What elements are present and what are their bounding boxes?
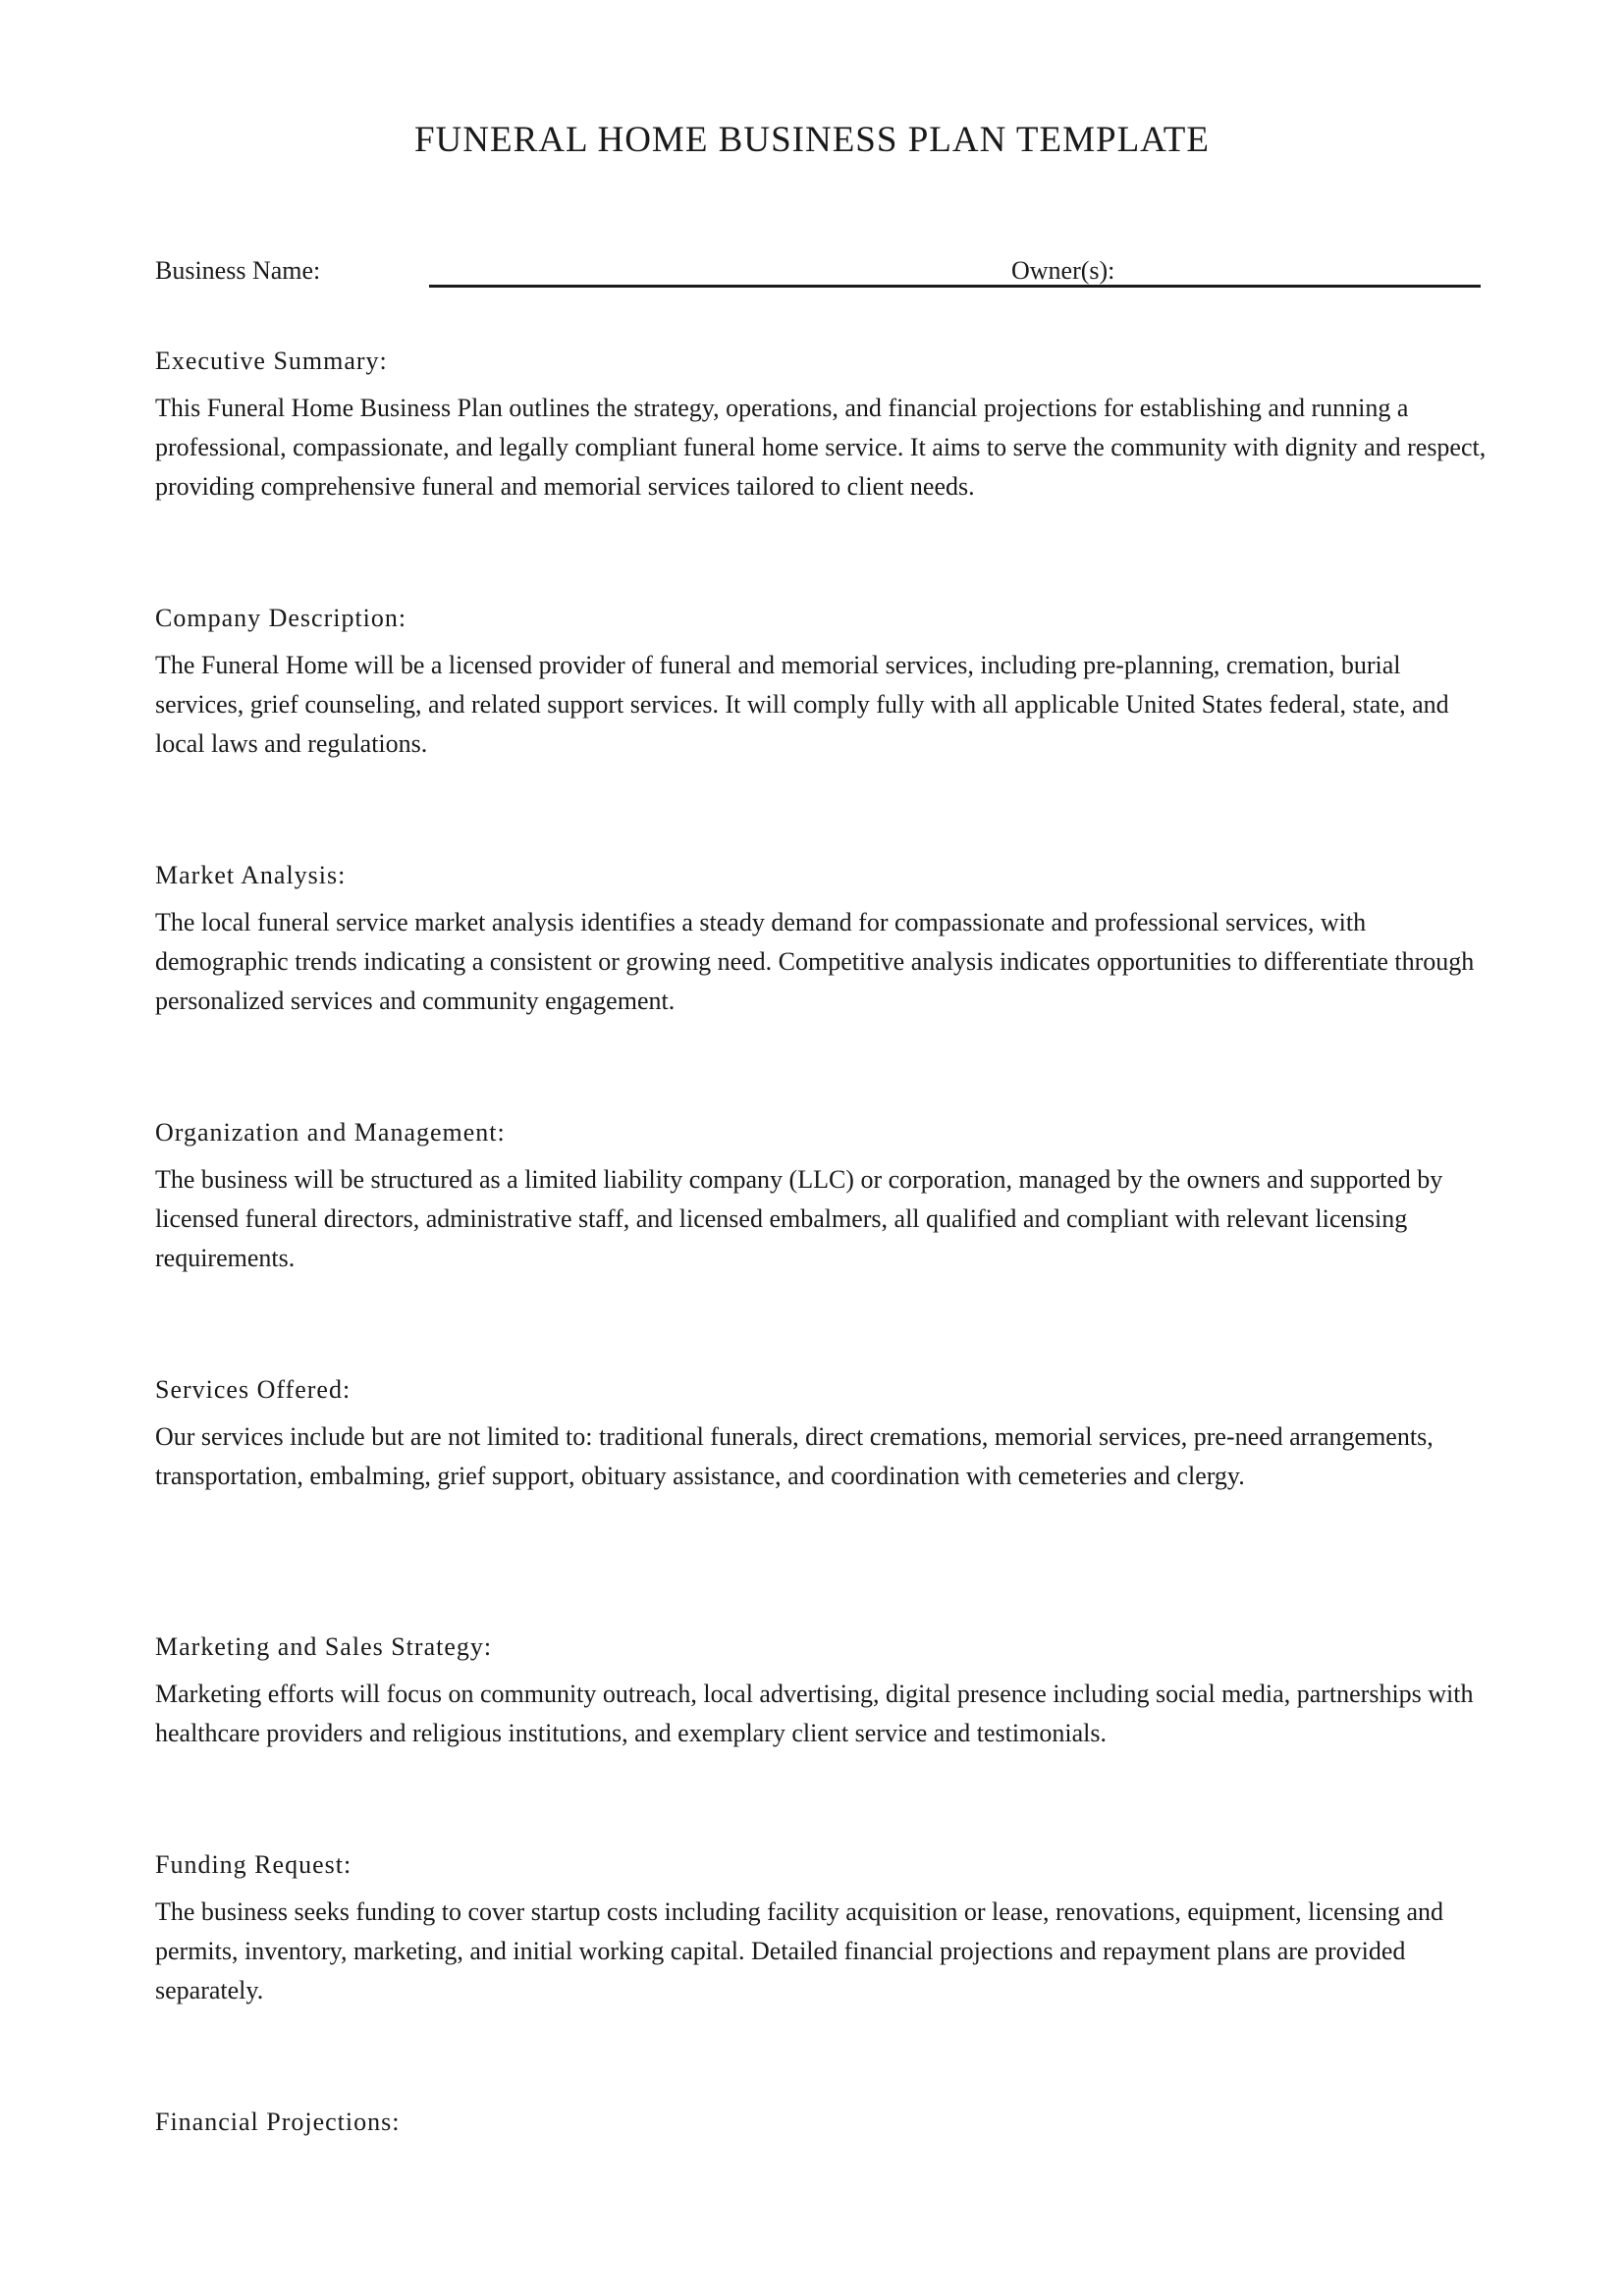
section-body: The Funeral Home will be a licensed provider of funeral and memorial services, including pre-planning, cremation, burial services, grief counseling, and related support services. It will comply fully with all applicable United States federal, state, and local laws and regulations. [155,651,1449,758]
business-name-label: Business Name: [155,256,321,285]
section-funding-request [155,1847,1490,2010]
section-body: The local funeral service market analysis identifies a steady demand for compassionate and professional services, with demographic trends indicating a consistent or growing need. Competitive analysis indicates opportunities to differentiate through personalized services and community engagement. [155,908,1475,1015]
section-body: This Funeral Home Business Plan outlines the strategy, operations, and financial projections for establishing and running a professional, compassionate, and legally compliant funeral home service. It aims to serve the community with dignity and respect, providing comprehensive funeral and memorial services tailored to client needs. [155,394,1487,501]
section-marketing-sales [155,1629,1490,1753]
owners-label: Owner(s): [1011,256,1115,285]
section-financial-projections [155,2105,1490,2140]
section-organization-management [155,1115,1490,1278]
document-title: FUNERAL HOME BUSINESS PLAN TEMPLATE [413,120,1210,160]
section-body: Our services include but are not limited to: traditional funerals, direct cremations, memorial services, pre-need arrangements, transportation, embalming, grief support, obituary assistance, and coordination with cemeteries and clergy. [155,1422,1434,1490]
section-heading: Market Analysis: [155,861,347,889]
section-market-analysis [155,858,1490,1021]
section-body: The business will be structured as a limited liability company (LLC) or corporation, managed by the owners and supported by licensed funeral directors, administrative staff, and licensed embalmers, all qualified and compliant with relevant licensing requirements. [155,1165,1443,1272]
section-heading: Financial Projections: [155,2108,401,2136]
section-heading: Marketing and Sales Strategy: [155,1632,493,1661]
business-name-owners-line[interactable] [429,285,1481,288]
section-heading: Funding Request: [155,1850,352,1879]
section-heading: Services Offered: [155,1375,352,1404]
header-fields [155,253,1481,293]
section-heading: Organization and Management: [155,1118,506,1147]
section-company-description [155,601,1490,764]
section-heading: Company Description: [155,604,407,632]
section-services-offered [155,1372,1490,1496]
section-executive-summary [155,344,1490,507]
section-body: The business seeks funding to cover startup costs including facility acquisition or lease, renovations, equipment, licensing and permits, inventory, marketing, and initial working capital. Detailed financial projections and repayment plans are provided separately. [155,1897,1443,2004]
section-body: Marketing efforts will focus on community outreach, local advertising, digital presence including social media, partnerships with healthcare providers and religious institutions, and exemplary client service and testimonials. [155,1680,1474,1747]
section-heading: Executive Summary: [155,347,388,375]
